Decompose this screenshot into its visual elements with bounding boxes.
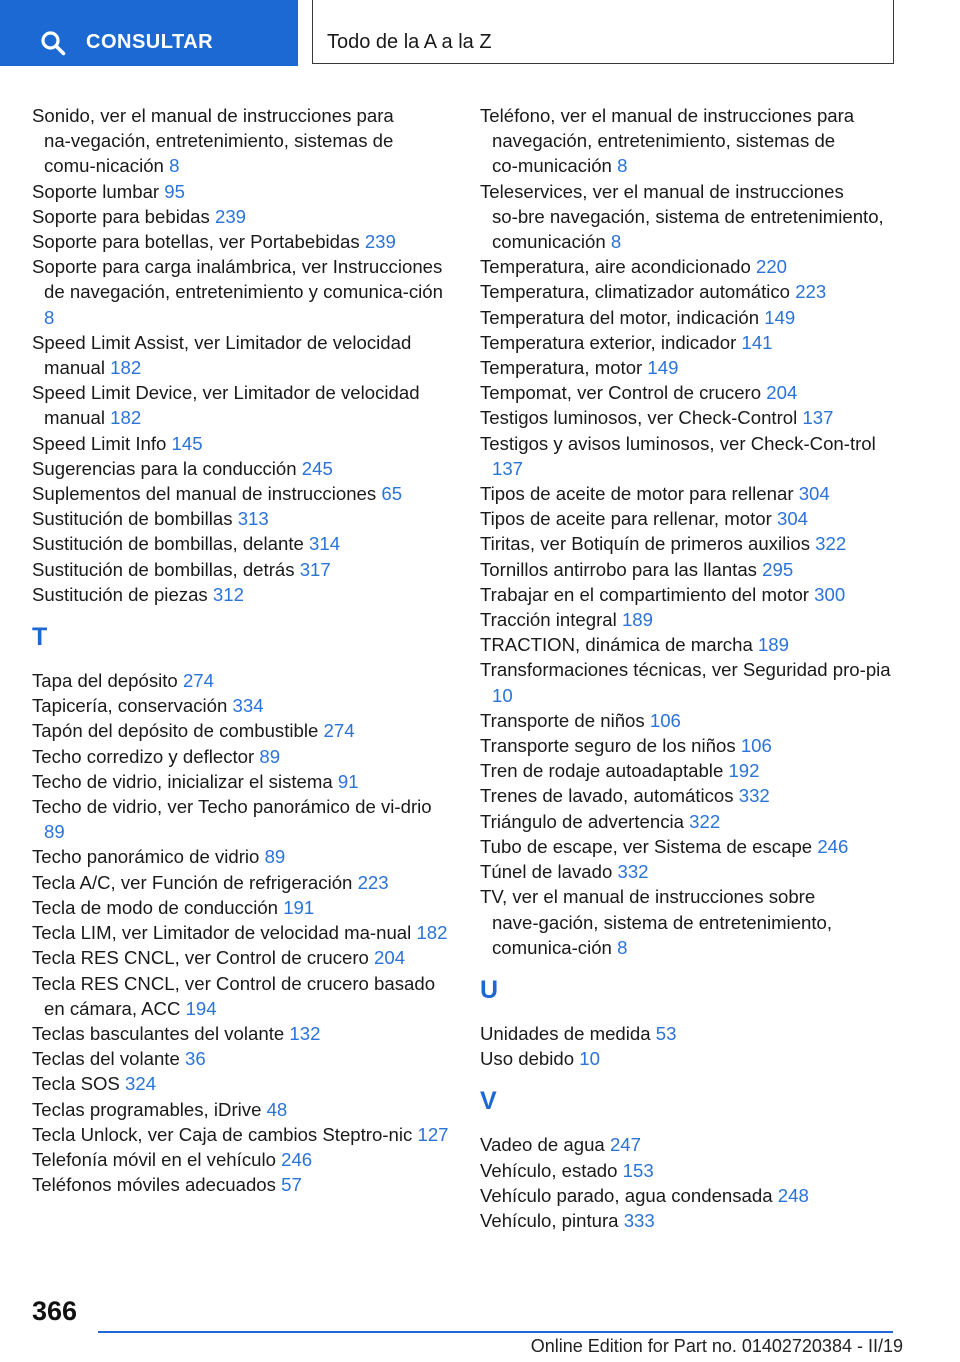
index-entry: [480, 254, 895, 279]
index-entry: [32, 204, 452, 229]
index-entry: [480, 758, 895, 783]
index-entry: [480, 380, 895, 405]
index-entry: [32, 971, 452, 1021]
index-page-link[interactable]: 106: [649, 709, 681, 731]
index-page-link[interactable]: 314: [309, 533, 341, 555]
index-section-letter: U: [480, 975, 499, 1004]
index-page-link[interactable]: 191: [283, 896, 315, 918]
index-entry-text: Testigos luminosos, ver Check-Control: [480, 407, 798, 429]
index-page-link[interactable]: 10: [579, 1048, 600, 1070]
index-entry-text: Tecla SOS: [32, 1073, 120, 1095]
index-page-link[interactable]: 48: [266, 1098, 288, 1120]
index-page-link[interactable]: 245: [301, 457, 333, 479]
index-entry: [32, 254, 452, 330]
index-entry: [480, 506, 895, 531]
index-entry-text: Vehículo, pintura: [480, 1209, 619, 1231]
index-entry: [480, 657, 895, 707]
index-entry: [480, 1132, 895, 1157]
index-entry: [32, 693, 452, 718]
index-entry: [480, 582, 895, 607]
index-page-link[interactable]: 247: [609, 1134, 641, 1156]
index-entry-text: Teclas programables, iDrive: [32, 1098, 262, 1120]
index-page-link[interactable]: 153: [622, 1159, 654, 1181]
index-entry-text: Telefonía móvil en el vehículo: [32, 1148, 276, 1170]
index-page-link[interactable]: 65: [381, 483, 403, 505]
index-column-left: [32, 103, 452, 1197]
index-entry: [480, 481, 895, 506]
index-entry: [32, 718, 452, 743]
index-entry: [480, 733, 895, 758]
index-page-link[interactable]: 141: [741, 331, 773, 353]
index-entry-text: Trenes de lavado, automáticos: [480, 785, 734, 807]
index-entry-text: Temperatura exterior, indicador: [480, 331, 737, 353]
index-entry-text: Tipos de aceite de motor para rellenar: [480, 483, 794, 505]
index-page-link[interactable]: 322: [689, 810, 721, 832]
index-entry: [480, 179, 895, 255]
index-entry-text: Triángulo de advertencia: [480, 810, 684, 832]
index-page-link[interactable]: 220: [755, 256, 788, 278]
index-entry-text: Techo panorámico de vidrio: [32, 846, 260, 868]
index-entry-text: Tornillos antirrobo para las llantas: [480, 558, 757, 580]
index-entry-text: Transporte de niños: [480, 709, 645, 731]
index-page-link[interactable]: 322: [815, 533, 847, 555]
index-entry: [32, 179, 452, 204]
index-page-link[interactable]: 239: [364, 231, 396, 253]
index-page-link[interactable]: 137: [492, 457, 524, 479]
index-entry-text: TV, ver el manual de instrucciones sobre nave‑gación, sistema de entretenimiento, comunica‑ción: [480, 886, 833, 958]
index-entry-text: Techo de vidrio, inicializar el sistema: [32, 770, 333, 792]
index-entry: [32, 456, 452, 481]
index-entry-text: Tipos de aceite para rellenar, motor: [480, 508, 772, 530]
index-entry-text: Temperatura, aire acondicionado: [480, 256, 751, 278]
index-page-link[interactable]: 194: [185, 997, 217, 1019]
index-entry-text: Tubo de escape, ver Sistema de escape: [480, 835, 813, 857]
index-entry-text: Sustitución de bombillas: [32, 508, 233, 530]
index-entry: [480, 103, 895, 179]
index-page-link[interactable]: 332: [617, 861, 649, 883]
index-entry-text: Vehículo parado, agua condensada: [480, 1184, 773, 1206]
index-entry-text: Speed Limit Device, ver Limitador de velocidad manual: [32, 382, 420, 429]
index-page-link[interactable]: 304: [798, 483, 830, 505]
consultar-label: CONSULTAR: [86, 31, 214, 53]
index-entry-text: Tracción integral: [480, 609, 617, 631]
index-page-link[interactable]: 274: [182, 670, 214, 692]
index-entry-text: Techo corredizo y deflector: [32, 745, 255, 767]
index-entry: [480, 355, 895, 380]
index-entry-text: Tecla RES CNCL, ver Control de crucero basado en cámara, ACC: [32, 972, 436, 1019]
index-entry: [480, 834, 895, 859]
index-entry-text: Sustitución de bombillas, detrás: [32, 558, 295, 580]
index-page-link[interactable]: 182: [110, 357, 142, 379]
index-page-link[interactable]: 132: [289, 1022, 321, 1044]
index-entry-text: Speed Limit Assist, ver Limitador de velocidad manual: [32, 331, 412, 379]
index-entry-text: Teclas del volante: [32, 1048, 180, 1070]
index-entry: [480, 1158, 895, 1183]
top-navigation: [0, 0, 960, 66]
index-entry: [480, 431, 895, 481]
index-page-link[interactable]: 248: [777, 1184, 809, 1206]
index-page-link[interactable]: 189: [757, 634, 789, 656]
consultar-button[interactable]: [0, 0, 298, 66]
index-page-link[interactable]: 189: [621, 609, 653, 631]
index-entry-text: Uso debido: [480, 1048, 575, 1070]
index-entry-text: Tapicería, conservación: [32, 695, 228, 717]
index-entry-text: Túnel de lavado: [480, 861, 613, 883]
index-page-link[interactable]: 149: [764, 306, 796, 328]
index-entry-text: Soporte para carga inalámbrica, ver Instrucciones de navegación, entretenimiento y comunica‑ción: [32, 256, 443, 303]
index-page-link[interactable]: 106: [740, 735, 772, 757]
index-entry-text: Transformaciones técnicas, ver Seguridad pro‑pia: [480, 659, 891, 681]
index-entry-text: Teleservices, ver el manual de instrucciones so‑bre navegación, sistema de entretenimiento, comunicación: [480, 180, 884, 253]
index-page-link[interactable]: 300: [814, 583, 846, 605]
index-entry: [32, 380, 452, 430]
index-column-right: [480, 103, 895, 1233]
index-page-link[interactable]: 182: [416, 922, 448, 944]
index-entry: [32, 1046, 452, 1071]
index-entry: [480, 708, 895, 733]
index-entry: [480, 1021, 895, 1046]
index-entry: [32, 1021, 452, 1046]
index-entry: [480, 557, 895, 582]
index-entry: [32, 895, 452, 920]
index-page-link[interactable]: 246: [817, 835, 849, 857]
tab-a-to-z[interactable]: [312, 0, 894, 64]
index-entry: [480, 405, 895, 430]
index-entry: [32, 1147, 452, 1172]
index-entry: [32, 870, 452, 895]
index-page-link[interactable]: 274: [323, 720, 355, 742]
index-entry: [32, 229, 452, 254]
index-page-link[interactable]: 333: [623, 1209, 655, 1231]
index-page-link[interactable]: 8: [617, 155, 628, 177]
index-page-link[interactable]: 204: [374, 947, 406, 969]
index-entry-text: Teclas basculantes del volante: [32, 1022, 285, 1044]
index-entry: [480, 1208, 895, 1233]
index-page-link[interactable]: 91: [337, 770, 359, 792]
index-entry-text: Soporte para botellas, ver Portabebidas: [32, 231, 360, 253]
index-page-link[interactable]: 192: [728, 760, 760, 782]
index-entry-text: Tren de rodaje autoadaptable: [480, 760, 724, 782]
index-entry: [32, 769, 452, 794]
index-entry-text: Tempomat, ver Control de crucero: [480, 382, 762, 404]
index-entry-text: Teléfono, ver el manual de instrucciones para navegación, entretenimiento, sistemas de co‑municación: [480, 105, 855, 177]
index-page-link[interactable]: 53: [655, 1022, 677, 1044]
index-page-link[interactable]: 89: [259, 745, 281, 767]
index-page-link[interactable]: 8: [44, 306, 55, 328]
index-page-link[interactable]: 95: [164, 180, 185, 202]
index-entry-text: Vehículo, estado: [480, 1159, 618, 1181]
page-number: 366: [32, 1296, 78, 1326]
index-entry-text: Teléfonos móviles adecuados: [32, 1174, 276, 1196]
index-entry: [32, 506, 452, 531]
index-entry: [32, 582, 452, 607]
footer-edition-text: Online Edition for Part no. 01402720384 - II/19: [530, 1336, 903, 1356]
index-entry-text: Transporte seguro de los niños: [480, 735, 736, 757]
index-entry: [480, 783, 895, 808]
index-entry-text: Soporte para bebidas: [32, 205, 210, 227]
index-entry: [32, 431, 452, 456]
index-page-link[interactable]: 304: [776, 508, 809, 530]
index-entry-text: Sustitución de bombillas, delante: [32, 533, 304, 555]
index-section-letter: V: [480, 1087, 497, 1116]
index-page-link[interactable]: 223: [357, 871, 389, 893]
index-entry: [32, 557, 452, 582]
index-entry: [480, 607, 895, 632]
index-entry: [32, 481, 452, 506]
index-page-link[interactable]: 8: [610, 231, 622, 253]
index-entry: [480, 884, 895, 960]
index-entry: [480, 279, 895, 304]
index-page-link[interactable]: 324: [125, 1073, 157, 1095]
index-entry-text: Sustitución de piezas: [32, 583, 208, 605]
index-entry-text: Tecla RES CNCL, ver Control de crucero: [32, 947, 369, 969]
index-entry-text: Tecla A/C, ver Función de refrigeración: [32, 871, 353, 893]
index-entry-text: Unidades de medida: [480, 1022, 651, 1044]
index-entry-text: Tecla de modo de conducción: [32, 896, 279, 918]
index-entry: [32, 945, 452, 970]
index-page-link[interactable]: 89: [44, 821, 65, 843]
index-entry-text: Tecla LIM, ver Limitador de velocidad ma‑nual: [32, 922, 412, 944]
index-page-link[interactable]: 8: [169, 155, 180, 177]
footer-divider: [98, 1331, 893, 1333]
index-entry-text: TRACTION, dinámica de marcha: [480, 634, 753, 656]
index-page-link[interactable]: 145: [171, 432, 203, 454]
index-entry-text: Sonido, ver el manual de instrucciones para na‑vegación, entretenimiento, sistemas de comu‑nicación: [32, 105, 394, 177]
index-entry-text: Testigos y avisos luminosos, ver Check-Con‑trol: [480, 432, 876, 454]
index-entry: [32, 794, 452, 844]
index-entry-text: Temperatura, motor: [480, 357, 643, 379]
index-entry: [480, 330, 895, 355]
index-page-link[interactable]: 204: [766, 382, 798, 404]
index-entry: [32, 844, 452, 869]
index-page-link[interactable]: 313: [237, 508, 269, 530]
index-page-link[interactable]: 182: [110, 407, 142, 429]
tab-a-to-z-label: Todo de la A a la Z: [327, 31, 492, 53]
index-page-link[interactable]: 332: [738, 785, 770, 807]
index-entry-text: Tapón del depósito de combustible: [32, 720, 319, 742]
index-entry: [32, 330, 452, 380]
index-entry-text: Temperatura del motor, indicación: [480, 306, 760, 328]
index-entry: [32, 668, 452, 693]
index-entry: [480, 531, 895, 556]
index-page-link[interactable]: 312: [212, 583, 244, 605]
index-page-link[interactable]: 137: [802, 407, 834, 429]
index-page-link[interactable]: 295: [762, 558, 794, 580]
index-entry: [480, 1183, 895, 1208]
index-entry: [480, 305, 895, 330]
index-entry-text: Tecla Unlock, ver Caja de cambios Steptro‑nic: [32, 1123, 413, 1145]
index-entry: [32, 1071, 452, 1096]
index-entry: [32, 920, 452, 945]
index-entry: [480, 859, 895, 884]
index-page-link[interactable]: 334: [232, 695, 264, 717]
index-page-link[interactable]: 317: [299, 558, 331, 580]
index-entry-text: Tiritas, ver Botiquín de primeros auxilios: [480, 533, 810, 555]
index-entry: [32, 744, 452, 769]
index-page-link[interactable]: 89: [264, 846, 286, 868]
index-page-link[interactable]: 57: [281, 1174, 302, 1196]
index-entry-text: Tapa del depósito: [32, 670, 178, 692]
index-entry: [32, 1097, 452, 1122]
index-page-link[interactable]: 127: [417, 1123, 449, 1145]
index-entry-text: Techo de vidrio, ver Techo panorámico de vi‑drio: [32, 796, 432, 818]
index-page-link[interactable]: 239: [214, 205, 247, 227]
index-entry-text: Vadeo de agua: [480, 1134, 605, 1156]
index-entry: [32, 531, 452, 556]
index-entry: [32, 1172, 452, 1197]
index-entry: [32, 1122, 452, 1147]
index-page-link[interactable]: 149: [647, 357, 679, 379]
index-page-link[interactable]: 246: [281, 1148, 313, 1170]
index-page-link[interactable]: 10: [492, 684, 513, 706]
index-entry-text: Temperatura, climatizador automático: [480, 281, 791, 303]
index-entry-text: Trabajar en el compartimiento del motor: [480, 583, 809, 605]
index-page-link[interactable]: 8: [617, 936, 628, 958]
index-entry-text: Speed Limit Info: [32, 432, 167, 454]
index-page-link[interactable]: 223: [795, 281, 827, 303]
index-entry-text: Soporte lumbar: [32, 180, 160, 202]
index-page-link[interactable]: 36: [184, 1048, 206, 1070]
index-entry: [480, 809, 895, 834]
index-entry: [480, 632, 895, 657]
index-entry-text: Suplementos del manual de instrucciones: [32, 483, 377, 505]
index-entry: [480, 1046, 895, 1071]
index-entry-text: Sugerencias para la conducción: [32, 457, 297, 479]
search-icon: [40, 30, 66, 56]
index-entry: [32, 103, 452, 179]
index-section-letter: T: [32, 623, 48, 652]
